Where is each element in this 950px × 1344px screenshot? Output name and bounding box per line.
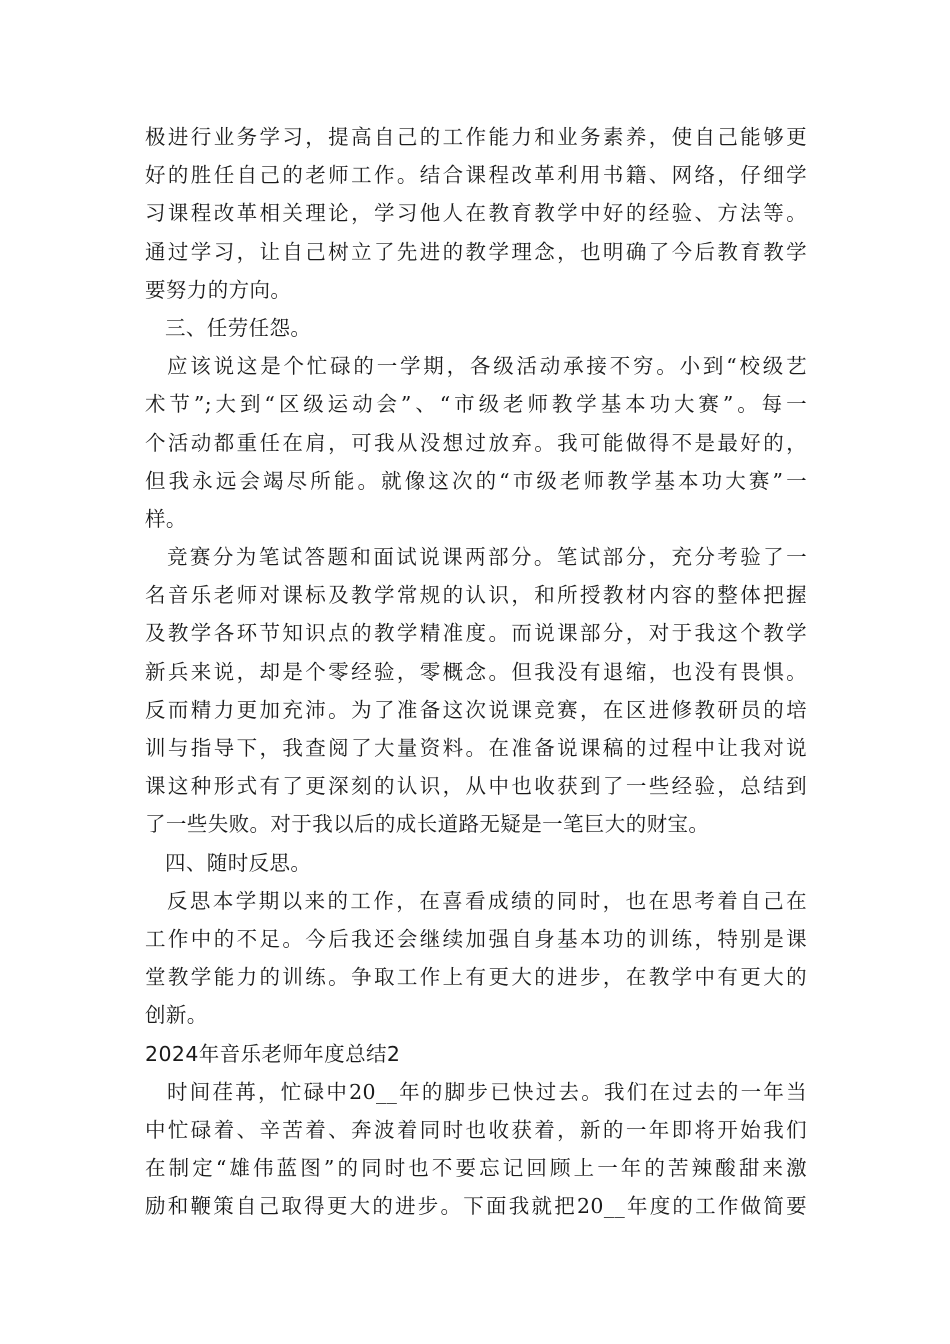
- text-line: 极进行业务学习，提高自己的工作能力和业务素养，使自己能够更: [145, 125, 807, 149]
- section-heading-three: [145, 309, 807, 347]
- text-line: 课这种形式有了更深刻的认识，从中也收获到了一些经验，总结到: [145, 774, 807, 799]
- paragraph-time-flies: [145, 1073, 807, 1226]
- heading-text: 三、任劳任怨。: [165, 315, 312, 340]
- text-line: 在制定“雄伟蓝图”的同时也不要忘记回顾上一年的苦辣酸甜来激: [145, 1156, 807, 1181]
- text-line: 反思本学期以来的工作，在喜看成绩的同时，也在思考着自己在: [167, 888, 807, 913]
- text-line: 竞赛分为笔试答题和面试说课两部分。笔试部分，充分考验了一: [167, 545, 807, 570]
- text-line: 好的胜任自己的老师工作。结合课程改革利用书籍、网络，仔细学: [145, 163, 807, 188]
- text-line: 术节”;大到“区级运动会”、“市级老师教学基本功大赛”。每一: [145, 392, 807, 417]
- document-body: [145, 118, 807, 1225]
- text-line: 新兵来说，却是个零经验，零概念。但我没有退缩，也没有畏惧。: [145, 659, 807, 684]
- text-line: 要努力的方向。: [145, 277, 292, 302]
- paragraph-busy-semester: [145, 347, 807, 538]
- text-line: 创新。: [145, 1003, 208, 1028]
- text-line: 名音乐老师对课标及教学常规的认识，和所授教材内容的整体把握: [145, 583, 807, 608]
- section-title-2: [145, 1035, 807, 1073]
- text-line: 励和鞭策自己取得更大的进步。下面我就把20__年度的工作做简要: [145, 1194, 807, 1219]
- text-line: 习课程改革相关理论，学习他人在教育教学中好的经验、方法等。: [145, 201, 807, 226]
- paragraph-study: [145, 118, 807, 309]
- summary-title: 2024年音乐老师年度总结2: [145, 1041, 401, 1066]
- text-line: 堂教学能力的训练。争取工作上有更大的进步，在教学中有更大的: [145, 965, 807, 990]
- heading-text: 四、随时反思。: [165, 850, 312, 875]
- text-line: 训与指导下，我查阅了大量资料。在准备说课稿的过程中让我对说: [145, 736, 807, 760]
- text-line: 及教学各环节知识点的教学精准度。而说课部分，对于我这个教学: [145, 621, 807, 646]
- text-line: 工作中的不足。今后我还会继续加强自身基本功的训练，特别是课: [145, 926, 807, 951]
- text-line: 应该说这是个忙碌的一学期，各级活动承接不穷。小到“校级艺: [167, 354, 807, 379]
- paragraph-reflection: [145, 882, 807, 1035]
- text-line: 时间荏苒，忙碌中20__年的脚步已快过去。我们在过去的一年当: [167, 1079, 807, 1104]
- text-line: 样。: [145, 506, 187, 531]
- text-line: 但我永远会竭尽所能。就像这次的“市级老师教学基本功大赛”一: [145, 468, 807, 493]
- section-heading-four: [145, 844, 807, 882]
- paragraph-competition: [145, 538, 807, 844]
- text-line: 通过学习，让自己树立了先进的教学理念，也明确了今后教育教学: [145, 239, 807, 264]
- text-line: 反而精力更加充沛。为了准备这次说课竞赛，在区进修教研员的培: [145, 697, 807, 722]
- text-line: 中忙碌着、辛苦着、奔波着同时也收获着，新的一年即将开始我们: [145, 1117, 807, 1142]
- text-line: 个活动都重任在肩，可我从没想过放弃。我可能做得不是最好的，: [145, 430, 807, 455]
- text-line: 了一些失败。对于我以后的成长道路无疑是一笔巨大的财宝。: [145, 812, 710, 837]
